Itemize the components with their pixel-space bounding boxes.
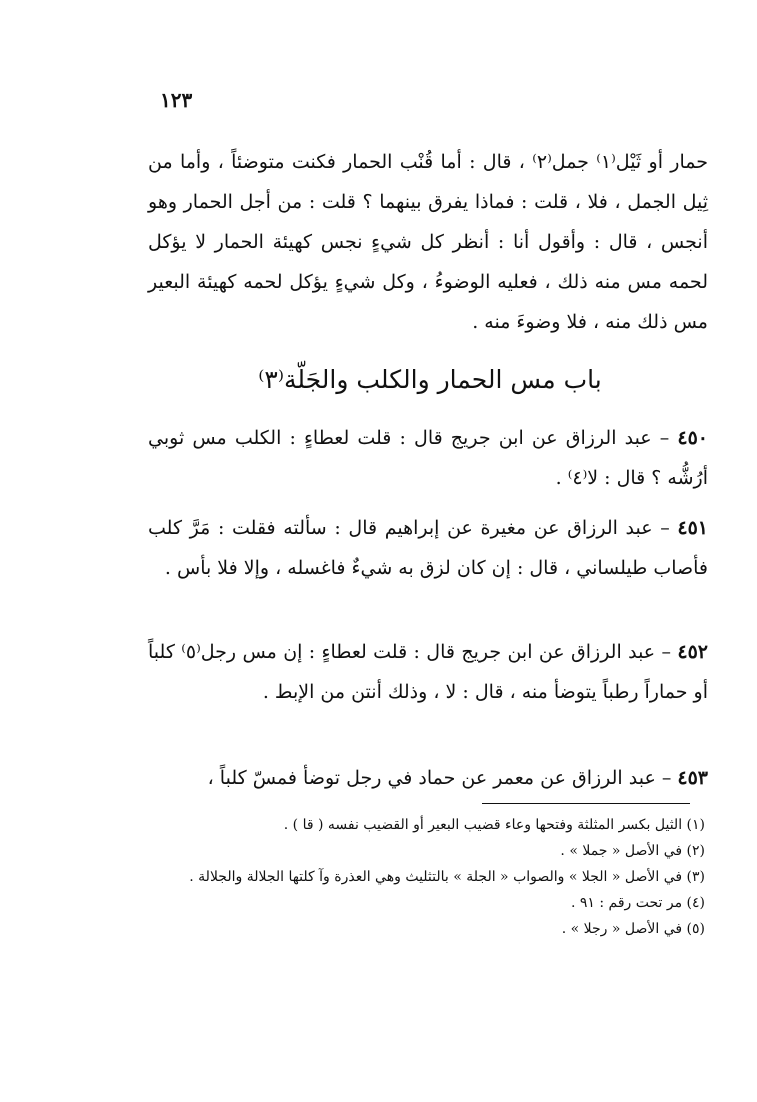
footnotes <box>160 812 705 942</box>
page-number: ١٢٣ <box>160 88 193 112</box>
hadith-entry-452 <box>148 632 708 712</box>
entry-number: ٤٥١ <box>677 517 708 539</box>
footnote-2: (٢) في الأصل « جملا » . <box>560 843 705 859</box>
entry-number: ٤٥٢ <box>677 641 708 663</box>
section-heading: باب مس الحمار والكلب والجَلّة⁽٣⁾ <box>258 365 602 394</box>
entry-number: ٤٥٠ <box>677 427 709 449</box>
footnote-divider <box>482 803 690 804</box>
footnote-5: (٥) في الأصل « رجلا » . <box>561 921 705 937</box>
footnote-3: (٣) في الأصل « الجلا » والصواب « الجلة » بالتثليث وهي العذرة وآ كلتها الجلالة والجلالة . <box>189 869 705 885</box>
intro-paragraph: حمار أو ثَيْل⁽١⁾ جمل⁽٢⁾ ، قال : أما قُنْب الحمار فكنت متوضئاً ، وأما من ثِيل الجمل ، فلا ، قلت : فماذا يفرق بينهما ؟ قلت : من أجل الحمار وهو أنجس ، قال : وأقول أنا : أنظر كل شيءٍ نجس كهيئة الحمار لا يؤكل لحمه مس منه ذلك ، فعليه الوضوءُ ، وكل شيءٍ يؤكل لحمه كهيئة البعير مس ذلك منه ، فلا وضوءَ منه . <box>148 151 709 333</box>
entry-text: – عبد الرزاق عن ابن جريج قال : قلت لعطاءٍ : الكلب مس ثوبي أرُشُّه ؟ قال : لا⁽٤⁾ . <box>148 427 708 489</box>
hadith-entry-451 <box>148 508 708 588</box>
hadith-entry-450 <box>148 418 708 498</box>
entry-text: – عبد الرزاق عن مغيرة عن إبراهيم قال : سألته فقلت : مَرَّ كلب فأصاب طيلساني ، قال : إن كان لزق به شيءٌ فاغسله ، وإلا فلا بأس . <box>148 517 708 579</box>
footnote-1: (١) الثيل بكسر المثلثة وفتحها وعاء قضيب البعير أو القضيب نفسه ( قا ) . <box>283 817 705 833</box>
hadith-entry-453 <box>148 758 708 798</box>
entry-text: – عبد الرزاق عن معمر عن حماد في رجل توضأ فمسّ كلباً ، <box>207 767 672 789</box>
entry-number: ٤٥٣ <box>677 767 708 789</box>
entry-text: – عبد الرزاق عن ابن جريج قال : قلت لعطاءٍ : إن مس رجل⁽٥⁾ كلباً أو حماراً رطباً يتوضأ منه ، قال : لا ، وذلك أنتن من الإبط . <box>148 641 708 703</box>
footnote-4: (٤) مر تحت رقم : ٩١ . <box>570 895 705 911</box>
